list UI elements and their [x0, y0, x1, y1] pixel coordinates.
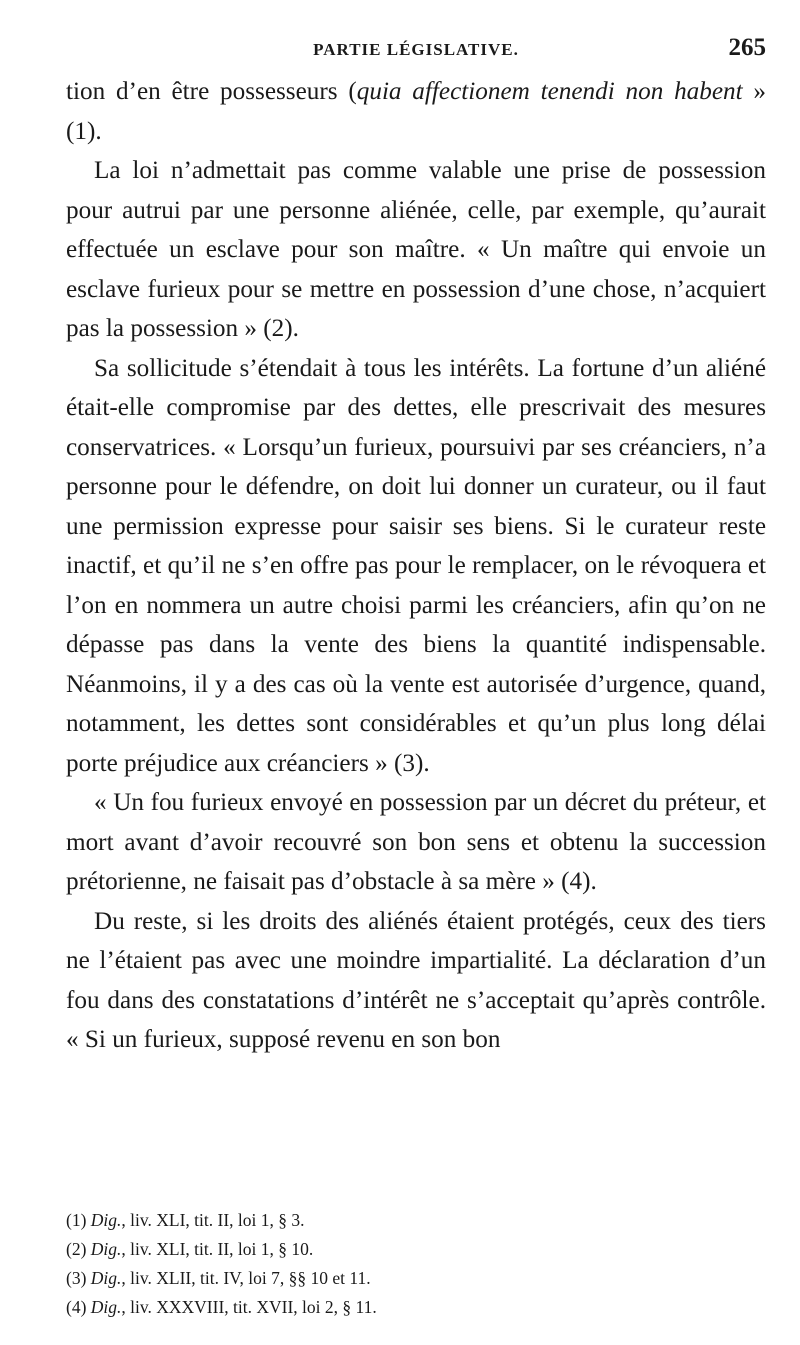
footnotes	[66, 1206, 766, 1322]
page-number: 265	[728, 34, 766, 61]
footnote-ref: , liv. XLI, tit. II, loi 1, § 3.	[121, 1210, 305, 1230]
text-run: » (1).	[66, 78, 767, 145]
paragraph	[66, 72, 766, 151]
running-head: PARTIE LÉGISLATIVE.	[313, 40, 519, 59]
text-run: Sa sollicitude s’étendait à tous les intérêts. La fortune d’un aliéné était-elle compromise par des dettes, elle prescrivait des mesures conservatrices. « Lorsqu’un furieux, poursuivi par ses créanciers, n’a personne pour le défendre, on doit lui donner un curateur, ou il faut une permission expresse pour saisir ses biens. Si le curateur reste inactif, et qu’il ne s’en offre pas pour le remplacer, on le révoquera et l’on en nommera un autre choisi parmi les créanciers, afin qu’on ne dépasse pas dans la vente des biens la quantité indispensable. Néanmoins, il y a des cas où la vente est autorisée d’urgence, quand, notamment, les dettes sont considérables et qu’un plus long délai porte préjudice aux créanciers » (3).	[66, 354, 766, 777]
footnote	[66, 1293, 766, 1322]
footnote-source: Dig.	[90, 1268, 122, 1288]
paragraph	[66, 349, 766, 784]
footnote-source: Dig.	[90, 1239, 122, 1259]
paragraph	[66, 902, 766, 1060]
footnote-mark: (2)	[66, 1239, 87, 1259]
footnote-ref: , liv. XLII, tit. IV, loi 7, §§ 10 et 11.	[121, 1268, 371, 1288]
paragraph	[66, 783, 766, 902]
text-run: « Un fou furieux envoyé en possession par un décret du préteur, et mort avant d’avoir recouvré son bon sens et obtenu la succession prétorienne, ne faisait pas d’obstacle à sa mère » (4).	[66, 789, 766, 895]
text-run: La loi n’admettait pas comme valable une prise de possession pour autrui par une personne aliénée, celle, par exemple, qu’aurait effectuée un esclave pour son maître. « Un maître qui envoie un esclave furieux pour se mettre en possession d’une chose, n’acquiert pas la possession » (2).	[66, 157, 766, 342]
text-run: Du reste, si les droits des aliénés étaient protégés, ceux des tiers ne l’étaient pas avec une moindre impartialité. La déclaration d’un fou dans des constatations d’intérêt ne s’acceptait qu’après contrôle. « Si un furieux, supposé revenu en son bon	[66, 907, 766, 1053]
footnote	[66, 1206, 766, 1235]
paragraph	[66, 151, 766, 349]
footnote-source: Dig.	[90, 1297, 122, 1317]
body-text	[66, 72, 766, 1060]
footnote	[66, 1235, 766, 1264]
footnote-mark: (3)	[66, 1268, 87, 1288]
latin-quote: quia affectionem tenendi non habent	[356, 78, 743, 105]
footnote	[66, 1264, 766, 1293]
text-run: tion d’en être possesseurs (	[66, 78, 357, 105]
footnote-mark: (4)	[66, 1297, 87, 1317]
footnote-ref: , liv. XLI, tit. II, loi 1, § 10.	[121, 1239, 314, 1259]
footnote-ref: , liv. XXXVIII, tit. XVII, loi 2, § 11.	[121, 1297, 377, 1317]
page-header	[66, 34, 766, 70]
footnote-source: Dig.	[90, 1210, 122, 1230]
footnote-mark: (1)	[66, 1210, 87, 1230]
